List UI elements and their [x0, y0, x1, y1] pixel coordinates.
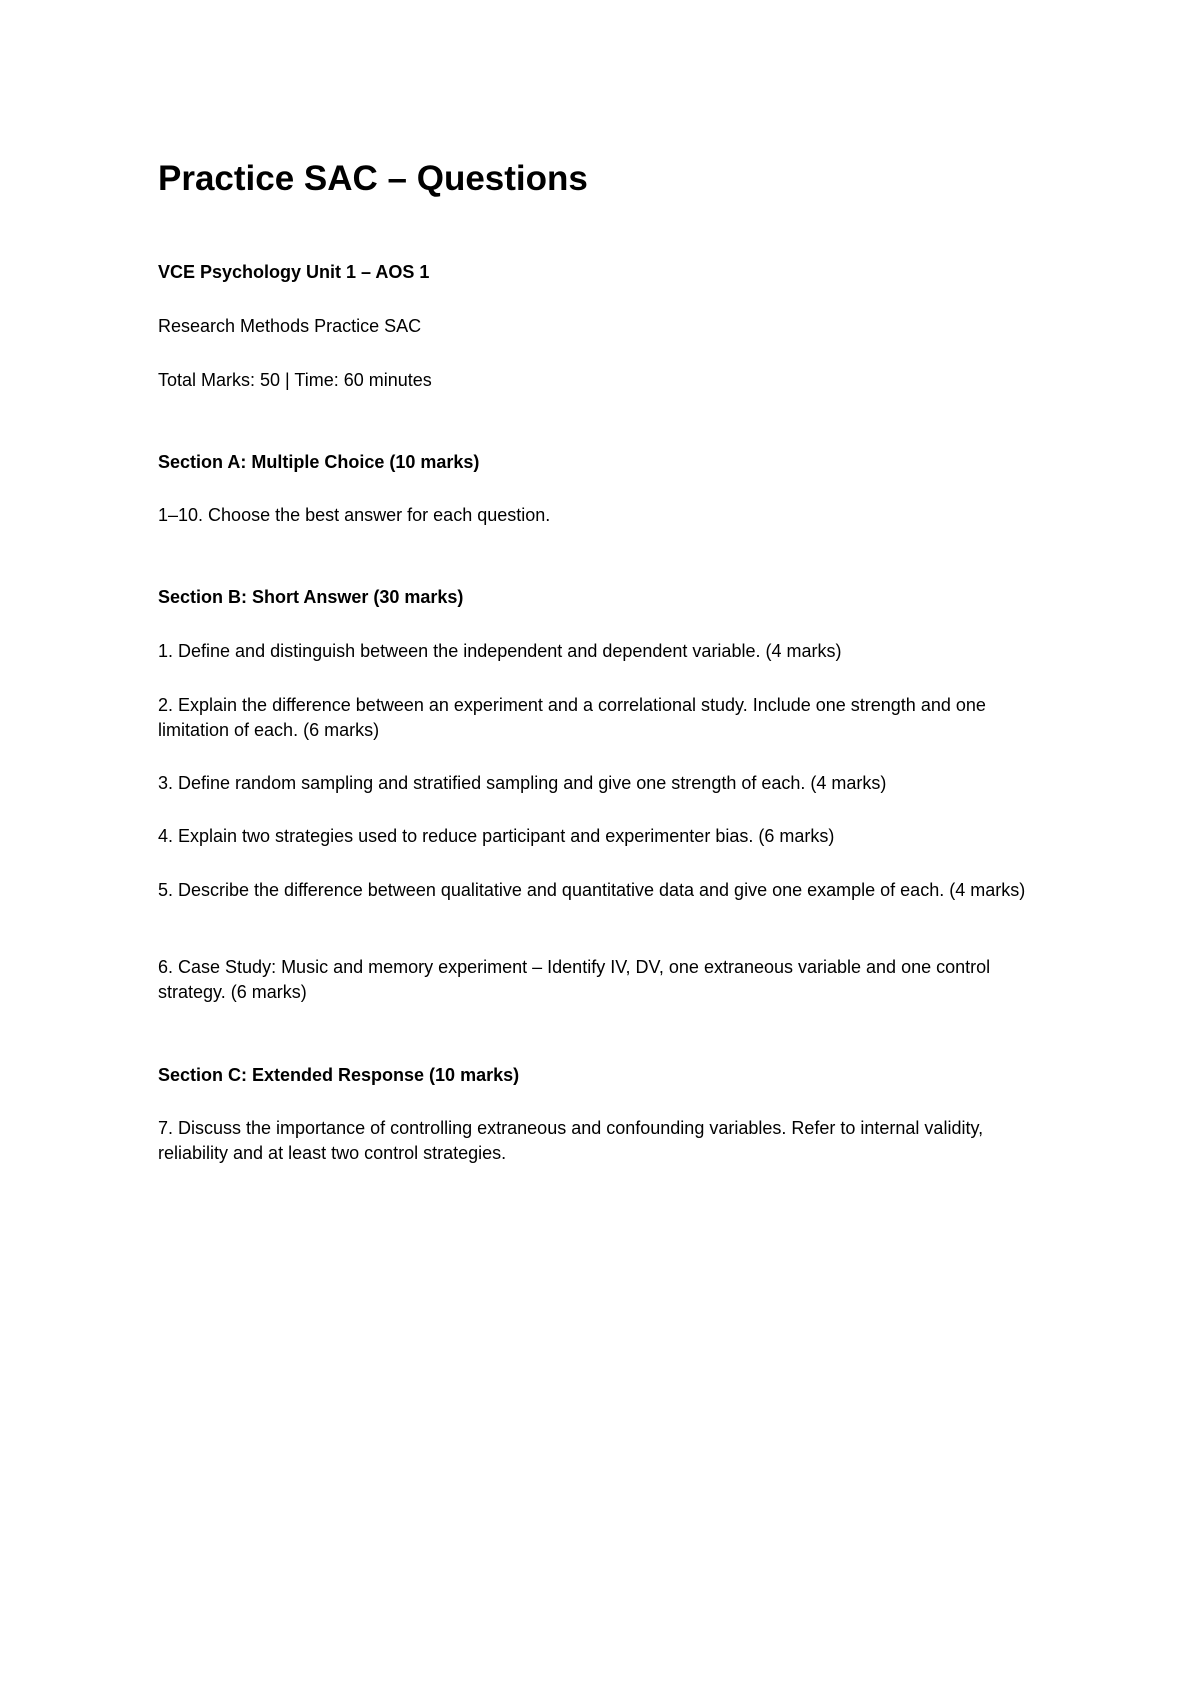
marks-and-time: Total Marks: 50 | Time: 60 minutes [158, 370, 432, 390]
section-a-instruction: 1–10. Choose the best answer for each question. [158, 505, 551, 525]
question-item: 5. Describe the difference between qualitative and quantitative data and give one example of each. (4 marks) [158, 880, 1026, 900]
section-a-heading: Section A: Multiple Choice (10 marks) [158, 452, 480, 472]
question-item: 7. Discuss the importance of controlling extraneous and confounding variables. Refer to internal validity, reliability and at least two control strategies. [158, 1118, 984, 1163]
question-item: 2. Explain the difference between an experiment and a correlational study. Include one strength and one limitation of each. (6 marks) [158, 695, 986, 740]
question-item: 4. Explain two strategies used to reduce participant and experimenter bias. (6 marks) [158, 826, 835, 846]
section-b-heading: Section B: Short Answer (30 marks) [158, 587, 464, 607]
question-item: 1. Define and distinguish between the independent and dependent variable. (4 marks) [158, 641, 842, 661]
document-subtitle: Research Methods Practice SAC [158, 316, 422, 336]
question-item: 3. Define random sampling and stratified sampling and give one strength of each. (4 marks) [158, 773, 887, 793]
subject-heading: VCE Psychology Unit 1 – AOS 1 [158, 262, 430, 282]
question-item: 6. Case Study: Music and memory experiment – Identify IV, DV, one extraneous variable and one control strategy. (6 marks) [158, 957, 991, 1002]
section-c-heading: Section C: Extended Response (10 marks) [158, 1065, 520, 1085]
document-title: Practice SAC – Questions [158, 159, 588, 198]
